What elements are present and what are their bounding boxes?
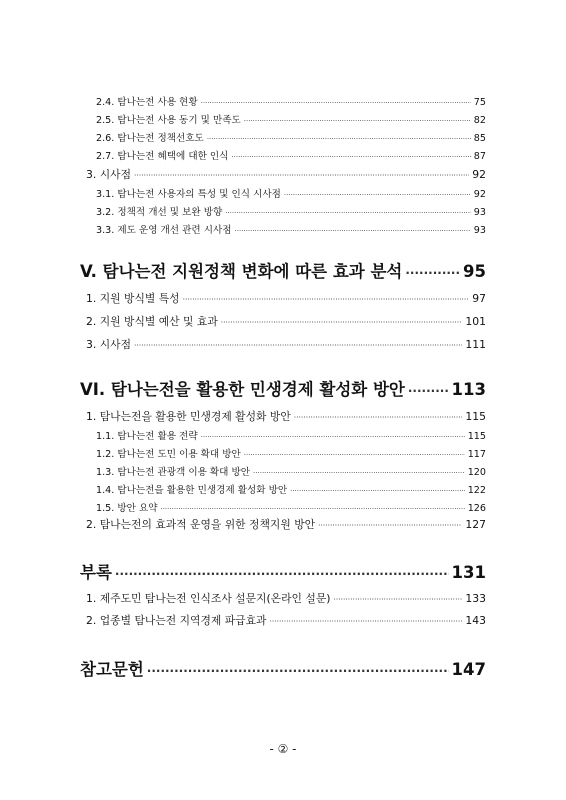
dot-leader: [253, 469, 465, 477]
dot-leader: [408, 384, 449, 398]
dot-leader: [160, 505, 464, 513]
toc-chapter-page: 131: [451, 563, 486, 582]
toc-entry[interactable]: [96, 482, 486, 496]
dot-leader: [134, 171, 469, 180]
toc-entry-page: 115: [467, 431, 486, 442]
toc-entry-title: 1.2. 탐나는전 도민 이용 확대 방안: [96, 449, 241, 460]
toc-entry-title: 2. 탐나는전의 효과적 운영을 위한 정책지원 방안: [86, 518, 316, 531]
toc-entry-page: 111: [465, 338, 486, 351]
toc-entry-page: 75: [473, 97, 486, 108]
dot-leader: [225, 209, 471, 217]
toc-entry[interactable]: [96, 112, 486, 126]
toc-chapter[interactable]: [80, 656, 486, 680]
toc-entry-page: 87: [473, 151, 486, 162]
toc-entry-title: 2. 지원 방식별 예산 및 효과: [86, 315, 218, 328]
toc-entry-page: 93: [473, 207, 486, 218]
dot-leader: [201, 433, 465, 441]
dot-leader: [290, 487, 465, 495]
toc-entry-page: 101: [465, 315, 486, 328]
toc-entry-title: 3.1. 탐나는전 사용자의 특성 및 인식 시사점: [96, 189, 281, 200]
toc-entry[interactable]: [96, 428, 486, 442]
toc-entry-page: 82: [473, 115, 486, 126]
toc-entry[interactable]: [96, 446, 486, 460]
toc-entry[interactable]: [96, 130, 486, 144]
toc-entry-page: 122: [467, 485, 486, 496]
toc-chapter[interactable]: [80, 376, 486, 400]
dot-leader: [183, 295, 470, 304]
toc-entry[interactable]: [86, 167, 486, 182]
toc-entry-page: 97: [472, 292, 486, 305]
toc-entry-title: 2.4. 탐나는전 사용 현황: [96, 97, 198, 108]
toc-entry[interactable]: [96, 94, 486, 108]
toc-chapter-title: V. 탐나는전 지원정책 변화에 따른 효과 분석: [80, 262, 403, 281]
toc-chapter-title: VI. 탐나는전을 활용한 민생경제 활성화 방안: [80, 380, 405, 399]
toc-entry-title: 2. 업종별 탐나는전 지역경제 파급효과: [86, 614, 267, 627]
toc-entry-title: 3.3. 제도 운영 개선 관련 시사점: [96, 225, 232, 236]
dot-leader: [269, 617, 462, 626]
toc-entry-page: 117: [467, 449, 486, 460]
dot-leader: [134, 341, 462, 350]
toc-chapter-title: 참고문헌: [80, 660, 144, 679]
toc-entry-title: 1. 탐나는전을 활용한 민생경제 활성화 방안: [86, 410, 291, 423]
toc-chapter[interactable]: [80, 258, 486, 282]
dot-leader: [244, 451, 465, 459]
toc-entry[interactable]: [96, 148, 486, 162]
toc-entry-page: 92: [472, 168, 486, 181]
toc-entry-title: 1.4. 탐나는전을 활용한 민생경제 활성화 방안: [96, 485, 288, 496]
toc-entry-page: 120: [467, 467, 486, 478]
toc-entry-page: 115: [465, 410, 486, 423]
toc-entry-page: 92: [473, 189, 486, 200]
toc-entry[interactable]: [86, 409, 486, 424]
toc-entry[interactable]: [86, 591, 486, 606]
toc-chapter[interactable]: [80, 559, 486, 583]
toc-entry[interactable]: [96, 500, 486, 514]
dot-leader: [235, 227, 471, 235]
toc-entry-title: 1. 지원 방식별 특성: [86, 292, 180, 305]
toc-entry-title: 2.7. 탐나는전 혜택에 대한 인식: [96, 151, 229, 162]
dot-leader: [231, 153, 470, 161]
dot-leader: [333, 595, 462, 604]
toc-entry-title: 3. 시사점: [86, 338, 132, 351]
toc-entry[interactable]: [96, 186, 486, 200]
toc-entry[interactable]: [96, 204, 486, 218]
toc-entry[interactable]: [96, 464, 486, 478]
toc-entry-title: 3. 시사점: [86, 168, 132, 181]
toc-entry-title: 1. 제주도민 탐나는전 인식조사 설문지(온라인 설문): [86, 592, 331, 605]
toc-entry[interactable]: [86, 337, 486, 352]
toc-entry[interactable]: [86, 314, 486, 329]
toc-entry[interactable]: [86, 517, 486, 532]
toc-chapter-page: 147: [451, 660, 486, 679]
toc-entry-title: 1.5. 방안 요약: [96, 503, 158, 514]
dot-leader: [201, 99, 471, 107]
toc-entry-title: 2.5. 탐나는전 사용 동기 및 만족도: [96, 115, 241, 126]
dot-leader: [405, 266, 460, 280]
toc-entry-title: 1.3. 탐나는전 관광객 이용 확대 방안: [96, 467, 251, 478]
dot-leader: [207, 135, 471, 143]
toc-chapter-page: 113: [451, 380, 486, 399]
dot-leader: [115, 567, 449, 581]
toc-chapter-title: 부록: [80, 563, 112, 582]
dot-leader: [221, 318, 463, 327]
dot-leader: [284, 191, 471, 199]
toc-chapter-page: 95: [463, 262, 486, 281]
toc-entry-page: 126: [467, 503, 486, 514]
dot-leader: [294, 413, 463, 422]
toc-entry-page: 127: [465, 518, 486, 531]
page-number: - ② -: [269, 742, 297, 756]
toc-entry-title: 2.6. 탐나는전 정책선호도: [96, 133, 204, 144]
dot-leader: [244, 117, 471, 125]
toc-entry-page: 85: [473, 133, 486, 144]
dot-leader: [147, 664, 449, 678]
toc-entry[interactable]: [86, 291, 486, 306]
toc-entry-page: 143: [465, 614, 486, 627]
toc-entry-title: 1.1. 탐나는전 활용 전략: [96, 431, 198, 442]
toc-entry-page: 93: [473, 225, 486, 236]
toc-entry[interactable]: [86, 613, 486, 628]
dot-leader: [318, 521, 462, 530]
toc-entry-page: 133: [465, 592, 486, 605]
toc-entry[interactable]: [96, 222, 486, 236]
toc-entry-title: 3.2. 정책적 개선 및 보완 방향: [96, 207, 223, 218]
